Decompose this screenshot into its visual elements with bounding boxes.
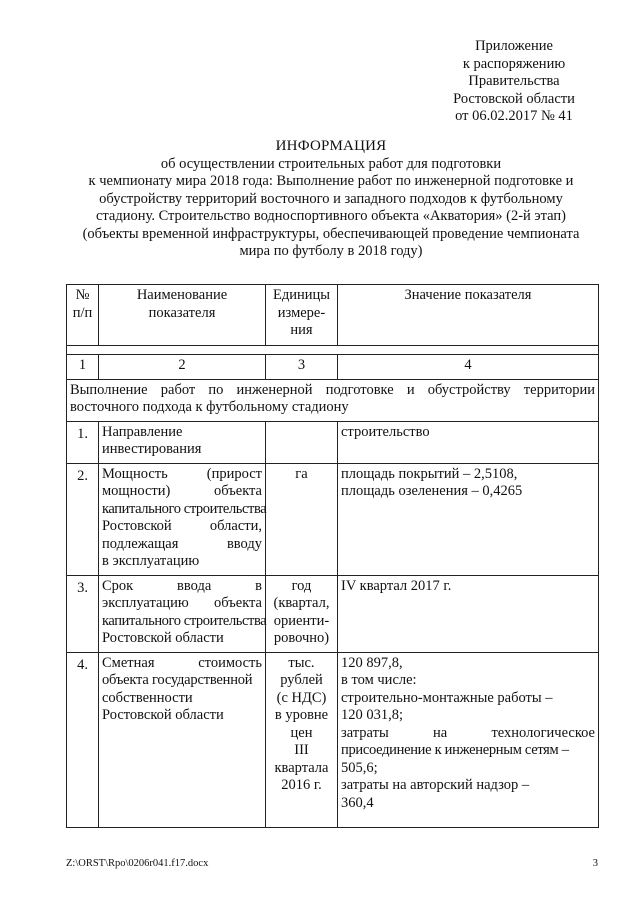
heading-line: стадиону. Строительство водноспортивного объекта «Акватория» (2-й этап) <box>95 208 567 224</box>
row-name-line: Сметная стоимость <box>102 654 262 671</box>
row-name-line: Ростовской области <box>102 707 224 723</box>
row-name-line: капитального строительства <box>102 612 267 629</box>
row-name-line: Мощность (прирост <box>102 465 262 482</box>
table-row <box>67 421 599 463</box>
row-value-line: присоединение к инженерным сетям – <box>341 742 569 758</box>
column-number: 2 <box>99 355 266 380</box>
column-number: 4 <box>338 355 599 380</box>
header-num <box>67 285 99 346</box>
spacer-cell <box>67 346 599 355</box>
row-value-line: 360,4 <box>341 794 374 811</box>
row-number: 2. <box>67 463 99 575</box>
column-number-row <box>67 355 599 380</box>
row-name <box>99 575 266 652</box>
row-unit-line: (с НДС) <box>276 689 327 706</box>
row-value-line: строительство <box>341 423 430 440</box>
row-name <box>99 463 266 575</box>
row-unit <box>266 575 338 652</box>
table-header-row <box>67 285 599 346</box>
header-unit <box>266 285 338 346</box>
row-unit-line: 2016 г. <box>281 777 322 793</box>
row-name-line: в эксплуатацию <box>102 553 200 569</box>
row-value-line: площадь озеленения – 0,4265 <box>341 483 523 499</box>
file-path: Z:\ORST\Rpo\0206r041.f17.docx <box>66 858 209 869</box>
row-name-line: Ростовской области, <box>102 518 262 534</box>
row-unit-line: III квартала <box>274 742 329 776</box>
heading-line: мира по футболу в 2018 году) <box>239 243 423 259</box>
row-unit-line: год <box>291 577 312 594</box>
row-unit-line: ориенти- <box>273 612 330 629</box>
header-name-line: Наименование <box>136 287 228 303</box>
row-value <box>338 652 599 827</box>
row-value-line: 120 897,8, <box>341 654 403 671</box>
section-line-2: восточного подхода к футбольному стадиону <box>70 399 349 415</box>
row-value-line: 120 031,8; <box>341 707 404 723</box>
document-title: ИНФОРМАЦИЯ <box>275 138 387 154</box>
header-num-line: № <box>75 287 90 303</box>
approval-line: Приложение <box>475 38 553 54</box>
document-heading <box>62 138 600 261</box>
row-name-line: объекта государственной <box>102 672 253 688</box>
row-name-line: собственности <box>102 689 193 706</box>
row-name-line: Ростовской области <box>102 630 224 646</box>
section-row <box>67 379 599 421</box>
row-number: 3. <box>67 575 99 652</box>
row-name-line: эксплуатацию объекта <box>102 595 262 611</box>
row-value-line: затраты на авторский надзор – <box>341 777 530 793</box>
row-value-line: 505,6; <box>341 759 378 776</box>
column-number: 3 <box>266 355 338 380</box>
approval-line: Правительства <box>468 73 560 89</box>
approval-line: Ростовской области <box>453 90 575 107</box>
row-value-line: в том числе: <box>341 672 417 688</box>
heading-line: об осуществлении строительных работ для подготовки <box>160 155 502 172</box>
row-unit-line: тыс. <box>288 654 315 671</box>
row-name-line: капитального строительства <box>102 500 267 517</box>
row-name-line: подлежащая вводу <box>102 535 262 552</box>
page-number: 3 <box>592 858 598 869</box>
row-unit-line: рублей <box>280 672 323 688</box>
row-value <box>338 575 599 652</box>
header-name <box>99 285 266 346</box>
row-name-line: инвестирования <box>102 441 202 457</box>
row-unit-line: га <box>295 465 308 482</box>
section-line-justified <box>70 382 595 400</box>
table-row <box>67 575 599 652</box>
row-number: 1. <box>67 421 99 463</box>
header-unit-line: Единицы <box>272 287 331 303</box>
row-unit <box>266 652 338 827</box>
spacer-row <box>67 346 599 355</box>
section-line-1: Выполнение работ по инженерной подготовке и обустройству территории <box>70 381 595 398</box>
row-unit-line: ровочно) <box>273 630 330 646</box>
row-unit <box>266 463 338 575</box>
row-unit-line: цен <box>290 724 313 741</box>
row-unit <box>266 421 338 463</box>
header-num-line: п/п <box>72 304 93 321</box>
info-table <box>66 284 599 828</box>
row-value-line: строительно-монтажные работы – <box>341 689 553 706</box>
row-name-line: Срок ввода в <box>102 577 262 594</box>
heading-line: обустройству территорий восточного и западного подходов к футбольному <box>99 190 563 207</box>
row-value-line: затраты на технологическое <box>341 724 595 741</box>
section-title <box>67 379 599 421</box>
row-name <box>99 652 266 827</box>
row-number: 4. <box>67 652 99 827</box>
header-name-line: показателя <box>148 304 216 321</box>
row-unit-line: в уровне <box>274 707 329 723</box>
header-unit-line: ния <box>290 322 313 338</box>
table-row <box>67 652 599 827</box>
row-value <box>338 421 599 463</box>
header-value: Значение показателя <box>338 285 599 346</box>
row-value-line: IV квартал 2017 г. <box>341 577 452 594</box>
row-unit-line: (квартал, <box>273 595 330 611</box>
row-value-line: площадь покрытий – 2,5108, <box>341 465 518 482</box>
row-name-line: мощности) объекта <box>102 483 262 499</box>
heading-line: к чемпионату мира 2018 года: Выполнение работ по инженерной подготовке и <box>88 173 574 189</box>
approval-line: от 06.02.2017 № 41 <box>455 108 573 124</box>
row-name <box>99 421 266 463</box>
table-row <box>67 463 599 575</box>
approval-line: к распоряжению <box>462 55 566 72</box>
row-name-line: Направление <box>102 423 183 440</box>
column-number: 1 <box>67 355 99 380</box>
row-value <box>338 463 599 575</box>
header-unit-line: измере- <box>277 304 326 321</box>
approval-block <box>420 38 608 126</box>
heading-line: (объекты временной инфраструктуры, обеспечивающей проведение чемпионата <box>82 225 580 242</box>
